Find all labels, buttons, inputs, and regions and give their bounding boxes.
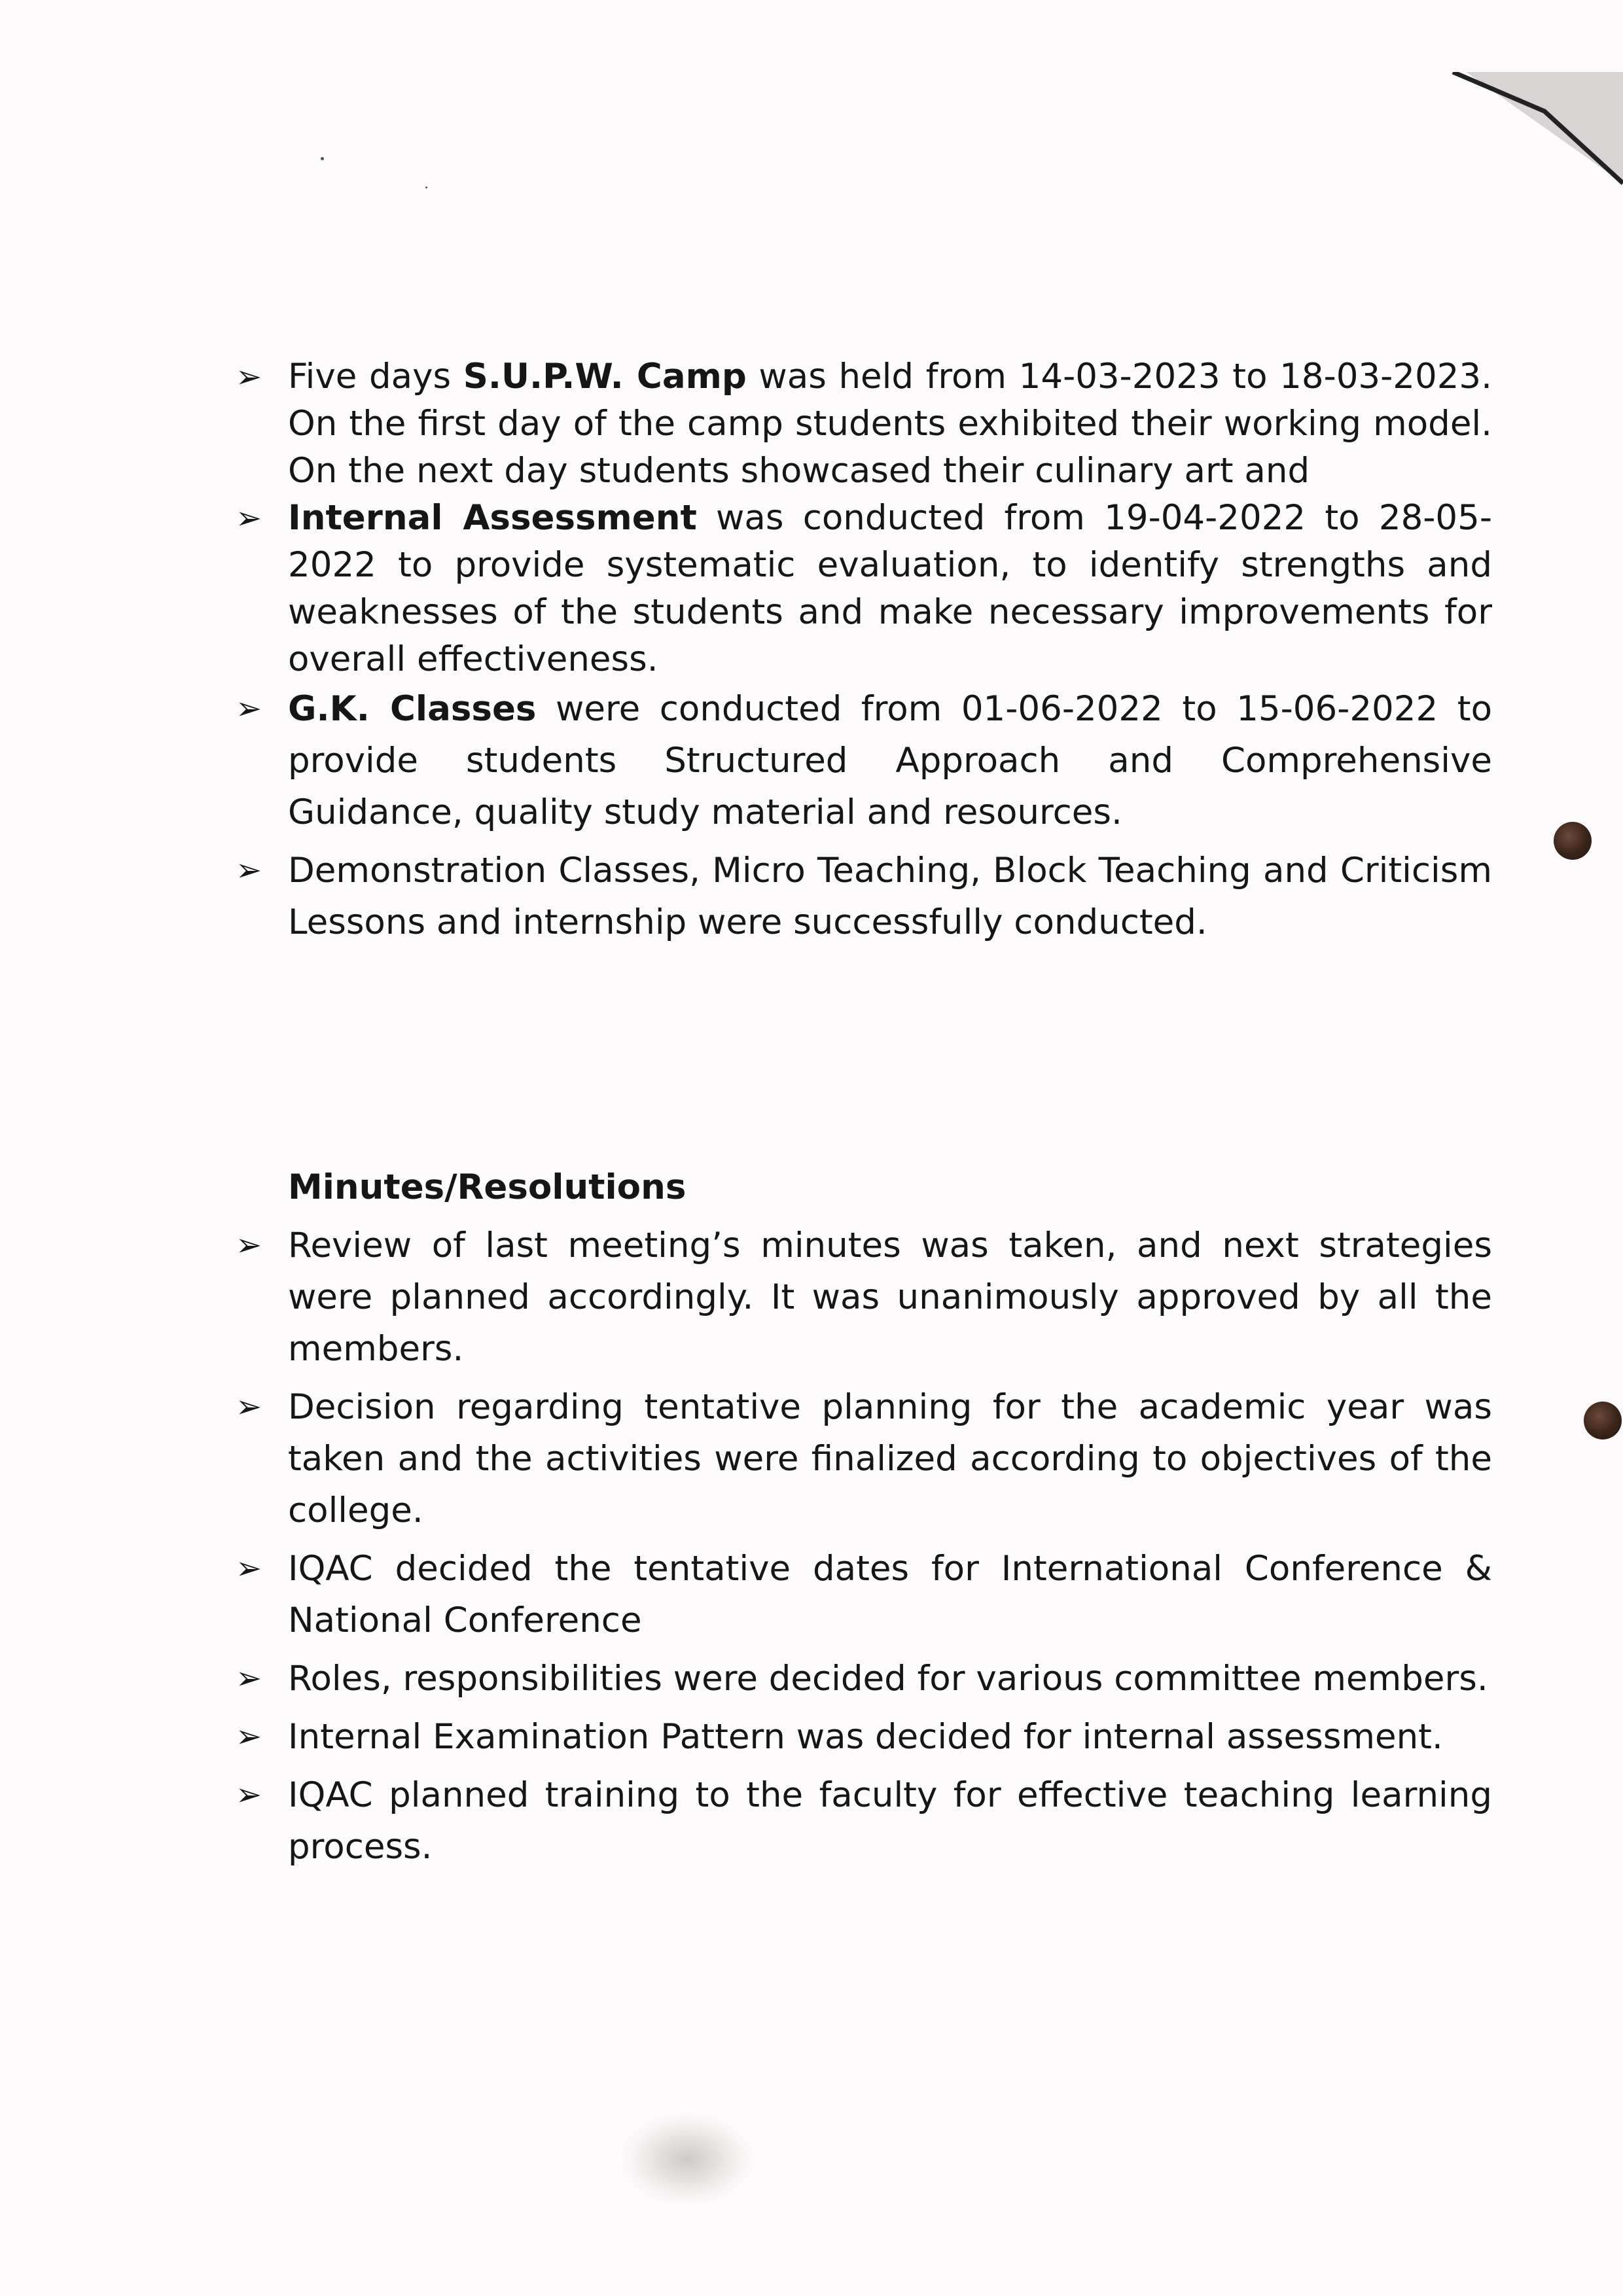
minutes-list: [236, 1220, 1492, 1873]
resolution-text: IQAC planned training to the faculty for effective teaching learning process.: [288, 1775, 1492, 1867]
list-item: [236, 353, 1492, 495]
folded-corner-shadow: [1414, 72, 1623, 190]
list-item: [236, 845, 1492, 948]
arrowhead-bullet-icon: ➢: [236, 1660, 262, 1697]
activities-list: [236, 353, 1492, 948]
scan-smudge: [622, 2113, 753, 2205]
arrowhead-bullet-icon: ➢: [236, 852, 262, 889]
list-item: [236, 1711, 1492, 1763]
list-item: [236, 683, 1492, 838]
list-item: [236, 1543, 1492, 1646]
resolution-text: Internal Examination Pattern was decided for internal assessment.: [288, 1717, 1443, 1757]
activity-prefix: Five days: [288, 357, 463, 397]
list-item: [236, 1220, 1492, 1375]
activity-bold-term: G.K. Classes: [288, 689, 537, 729]
activity-bold-term: Internal Assessment: [288, 498, 697, 538]
list-item: [236, 495, 1492, 683]
resolution-text: Review of last meeting’s minutes was taken, and next strategies were planned accordingly. It was unanimously approved by all the members.: [288, 1226, 1492, 1369]
arrowhead-bullet-icon: ➢: [236, 1776, 262, 1813]
list-item: [236, 1381, 1492, 1536]
activity-text: Demonstration Classes, Micro Teaching, Block Teaching and Criticism Lessons and internship were successfully conducted.: [288, 851, 1492, 942]
dust-speck: [425, 186, 427, 188]
arrowhead-bullet-icon: ➢: [236, 359, 262, 395]
arrowhead-bullet-icon: ➢: [236, 1388, 262, 1425]
arrowhead-bullet-icon: ➢: [236, 1227, 262, 1263]
resolution-text: IQAC decided the tentative dates for International Conference & National Conference: [288, 1549, 1492, 1640]
activities-section: [236, 353, 1492, 955]
activity-text: was conducted from 19-04-2022 to 28-05-2022 to provide systematic evaluation, to identify strengths and weaknesses of the students and make necessary improvements for overall effectiveness.: [288, 498, 1492, 679]
list-item: [236, 1653, 1492, 1704]
punch-hole: [1554, 822, 1592, 860]
activity-bold-term: S.U.P.W. Camp: [463, 357, 747, 397]
dust-speck: [321, 157, 324, 160]
arrowhead-bullet-icon: ➢: [236, 690, 262, 727]
list-item: [236, 1769, 1492, 1873]
arrowhead-bullet-icon: ➢: [236, 1550, 262, 1587]
punch-hole: [1584, 1402, 1622, 1439]
section-heading: Minutes/Resolutions: [288, 1167, 687, 1207]
arrowhead-bullet-icon: ➢: [236, 1718, 262, 1755]
resolution-text: Decision regarding tentative planning for the academic year was taken and the activities were finalized according to objectives of the college.: [288, 1387, 1492, 1530]
activity-text: were conducted from 01-06-2022 to 15-06-2022 to provide students Structured Approach and Comprehensive Guidance, quality study material and resources.: [288, 689, 1492, 832]
resolution-text: Roles, responsibilities were decided for various committee members.: [288, 1659, 1488, 1699]
arrowhead-bullet-icon: ➢: [236, 500, 262, 537]
activity-text: was held from 14-03-2023 to 18-03-2023. On the first day of the camp students exhibited their working model. On the next day students showcased their culinary art and: [288, 357, 1492, 491]
minutes-section: [236, 1165, 1492, 1879]
